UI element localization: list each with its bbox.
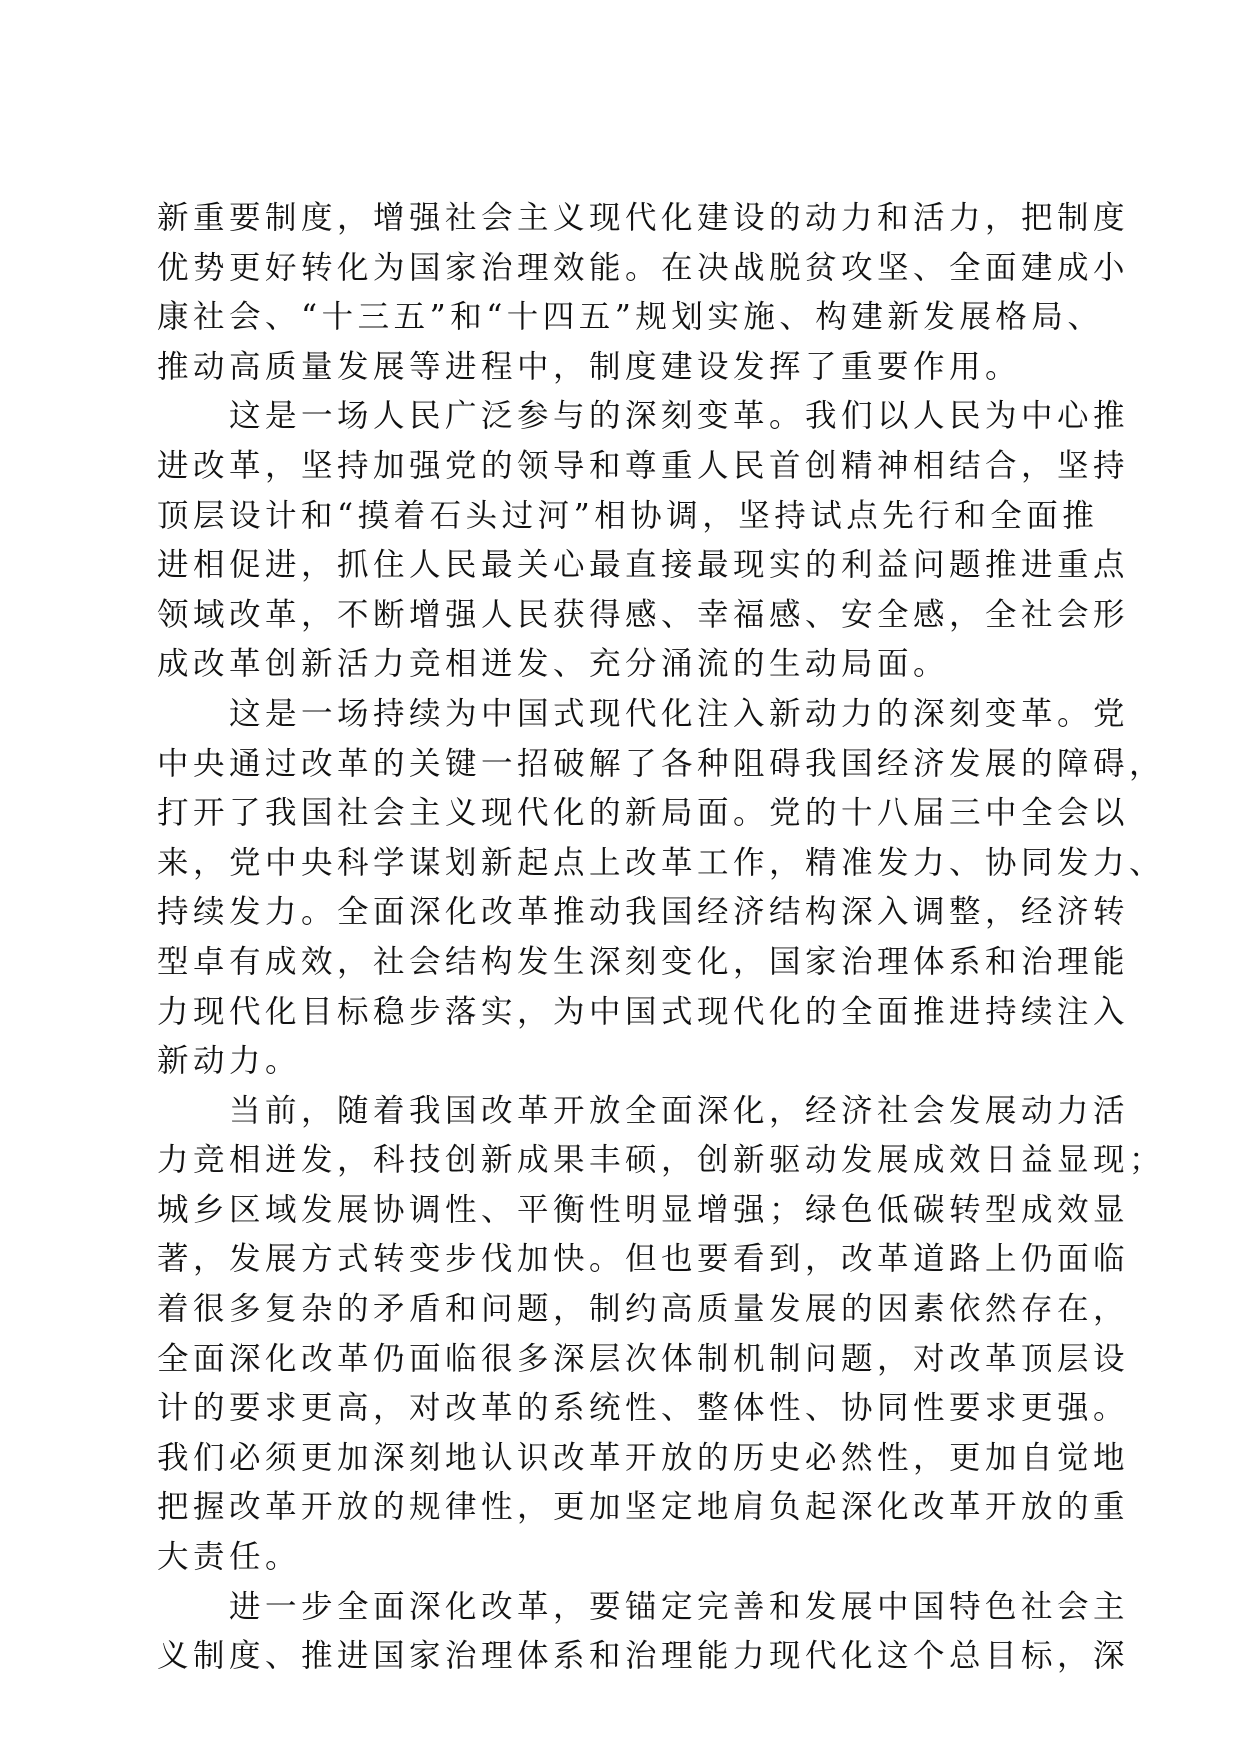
- text-line: 型卓有成效，社会结构发生深刻变化，国家治理体系和治理能: [157, 943, 1130, 980]
- text-line: 我们必须更加深刻地认识改革开放的历史必然性，更加自觉地: [157, 1439, 1130, 1476]
- text-line: 顶层设计和“摸着石头过河”相协调，坚持试点先行和全面推: [157, 497, 1099, 534]
- paragraph-start-line: 这是一场持续为中国式现代化注入新动力的深刻变革。党: [157, 695, 1130, 732]
- text-line: 打开了我国社会主义现代化的新局面。党的十八届三中全会以: [157, 795, 1130, 832]
- text-line: 城乡区域发展协调性、平衡性明显增强；绿色低碳转型成效显: [157, 1191, 1130, 1228]
- text-line: 来，党中央科学谋划新起点上改革工作，精准发力、协同发力、: [157, 844, 1166, 881]
- text-line: 进相促进，抓住人民最关心最直接最现实的利益问题推进重点: [157, 547, 1130, 584]
- text-line: 新动力。: [157, 1043, 302, 1080]
- text-line: 康社会、“十三五”和“十四五”规划实施、构建新发展格局、: [157, 299, 1104, 336]
- text-line: 推动高质量发展等进程中，制度建设发挥了重要作用。: [157, 348, 1022, 385]
- text-line: 全面深化改革仍面临很多深层次体制机制问题，对改革顶层设: [157, 1340, 1130, 1377]
- text-line: 力竞相迸发，科技创新成果丰硕，创新驱动发展成效日益显现；: [157, 1142, 1166, 1179]
- text-line: 计的要求更高，对改革的系统性、整体性、协同性要求更强。: [157, 1390, 1130, 1427]
- text-line: 进改革，坚持加强党的领导和尊重人民首创精神相结合，坚持: [157, 447, 1130, 484]
- text-line: 中央通过改革的关键一招破解了各种阻碍我国经济发展的障碍，: [157, 745, 1166, 782]
- text-line: 把握改革开放的规律性，更加坚定地肩负起深化改革开放的重: [157, 1489, 1130, 1526]
- text-line: 着很多复杂的矛盾和问题，制约高质量发展的因素依然存在，: [157, 1291, 1130, 1328]
- paragraph-start-line: 当前，随着我国改革开放全面深化，经济社会发展动力活: [157, 1092, 1130, 1129]
- text-line: 著，发展方式转变步伐加快。但也要看到，改革道路上仍面临: [157, 1241, 1130, 1278]
- text-line: 新重要制度，增强社会主义现代化建设的动力和活力，把制度: [157, 200, 1130, 236]
- text-line: 力现代化目标稳步落实，为中国式现代化的全面推进持续注入: [157, 993, 1130, 1030]
- text-line: 义制度、推进国家治理体系和治理能力现代化这个总目标，深: [157, 1638, 1130, 1675]
- paragraph-start-line: 这是一场人民广泛参与的深刻变革。我们以人民为中心推: [157, 398, 1130, 435]
- paragraph-start-line: 进一步全面深化改革，要锚定完善和发展中国特色社会主: [157, 1588, 1130, 1625]
- text-line: 优势更好转化为国家治理效能。在决战脱贫攻坚、全面建成小: [157, 249, 1130, 286]
- text-line: 大责任。: [157, 1539, 302, 1576]
- body-text: [157, 194, 1166, 1682]
- text-line: 成改革创新活力竞相迸发、充分涌流的生动局面。: [157, 646, 950, 683]
- text-line: 领域改革，不断增强人民获得感、幸福感、安全感，全社会形: [157, 596, 1130, 633]
- text-line: 持续发力。全面深化改革推动我国经济结构深入调整，经济转: [157, 894, 1130, 931]
